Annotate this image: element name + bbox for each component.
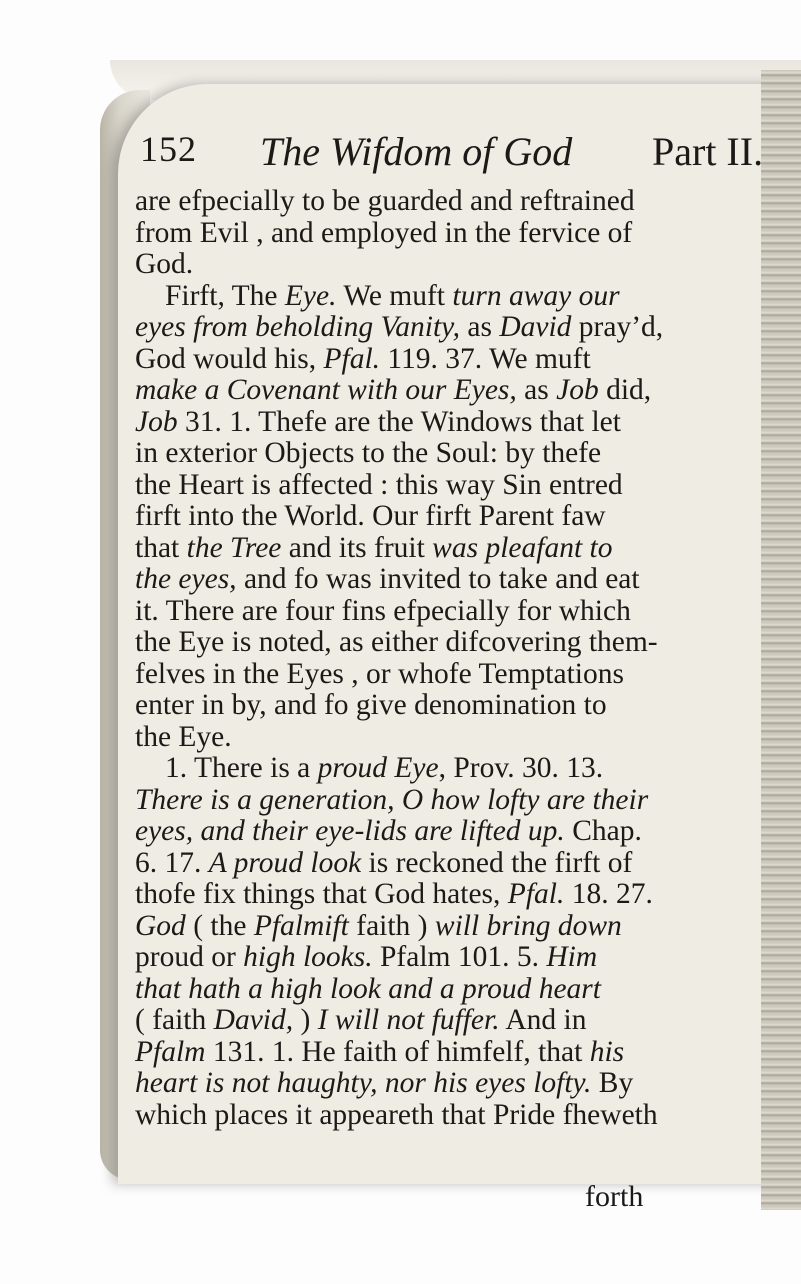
text-line: that hath a high look and a proud heart [135, 972, 601, 1005]
text-line: 1. There is a proud Eye, Prov. 30. 13. [165, 752, 604, 784]
text-line: God. [135, 248, 194, 280]
text-line: it. There are four fins efpecially for which [135, 594, 631, 627]
text-line: are efpecially to be guarded and reftrained [135, 185, 635, 217]
text-line: ( faith David, ) I will not fuffer. And in [135, 1004, 587, 1036]
text-line: There is a generation, O how lofty are their [135, 783, 649, 816]
text-line: 6. 17. A proud look is reckoned the firft of [135, 846, 633, 879]
text-line: heart is not haughty, nor his eyes lofty. By [135, 1067, 634, 1099]
text-line: felves in the Eyes , or whofe Temptations [135, 657, 624, 690]
text-line: the Eye is noted, as either difcovering them- [135, 626, 658, 658]
part-label: Part II. [652, 129, 764, 174]
text-line: the Heart is affected : this way Sin entred [135, 468, 623, 501]
text-line: Firft, The Eye. We muft turn away our [165, 279, 620, 312]
text-line: from Evil , and employed in the fervice of [135, 216, 633, 249]
text-line: eyes from beholding Vanity, as David pray’d, [135, 311, 664, 343]
page-text [135, 128, 775, 1131]
running-header [135, 128, 775, 186]
text-line: which places it appeareth that Pride fheweth [135, 1098, 658, 1131]
text-line: in exterior Objects to the Soul: by thefe [135, 437, 602, 469]
text-line: proud or high looks. Pfalm 101. 5. Him [135, 941, 598, 973]
text-line: make a Covenant with our Eyes, as Job did, [135, 374, 652, 406]
text-line: enter in by, and fo give denomination to [135, 689, 607, 721]
text-line: Job 31. 1. Thefe are the Windows that let [135, 405, 621, 438]
text-line: firft into the World. Our firft Parent faw [135, 500, 606, 532]
text-line: thofe fix things that God hates, Pfal. 18. 27. [135, 878, 653, 910]
running-title: The Wifdom of God [260, 129, 573, 174]
text-line: Pfalm 131. 1. He faith of himfelf, that his [135, 1035, 625, 1068]
text-line: God ( the Pfalmift faith ) will bring down [135, 909, 622, 942]
catchword: forth [585, 1180, 644, 1213]
page-number: 152 [140, 129, 197, 169]
text-line: the eyes, and fo was invited to take and eat [135, 563, 640, 595]
text-line: that the Tree and its fruit was pleafant to [135, 531, 613, 564]
text-line: eyes, and their eye-lids are lifted up. Chap. [135, 815, 642, 847]
text-line: God would his, Pfal. 119. 37. We muft [135, 342, 591, 375]
text-line: the Eye. [135, 720, 232, 753]
